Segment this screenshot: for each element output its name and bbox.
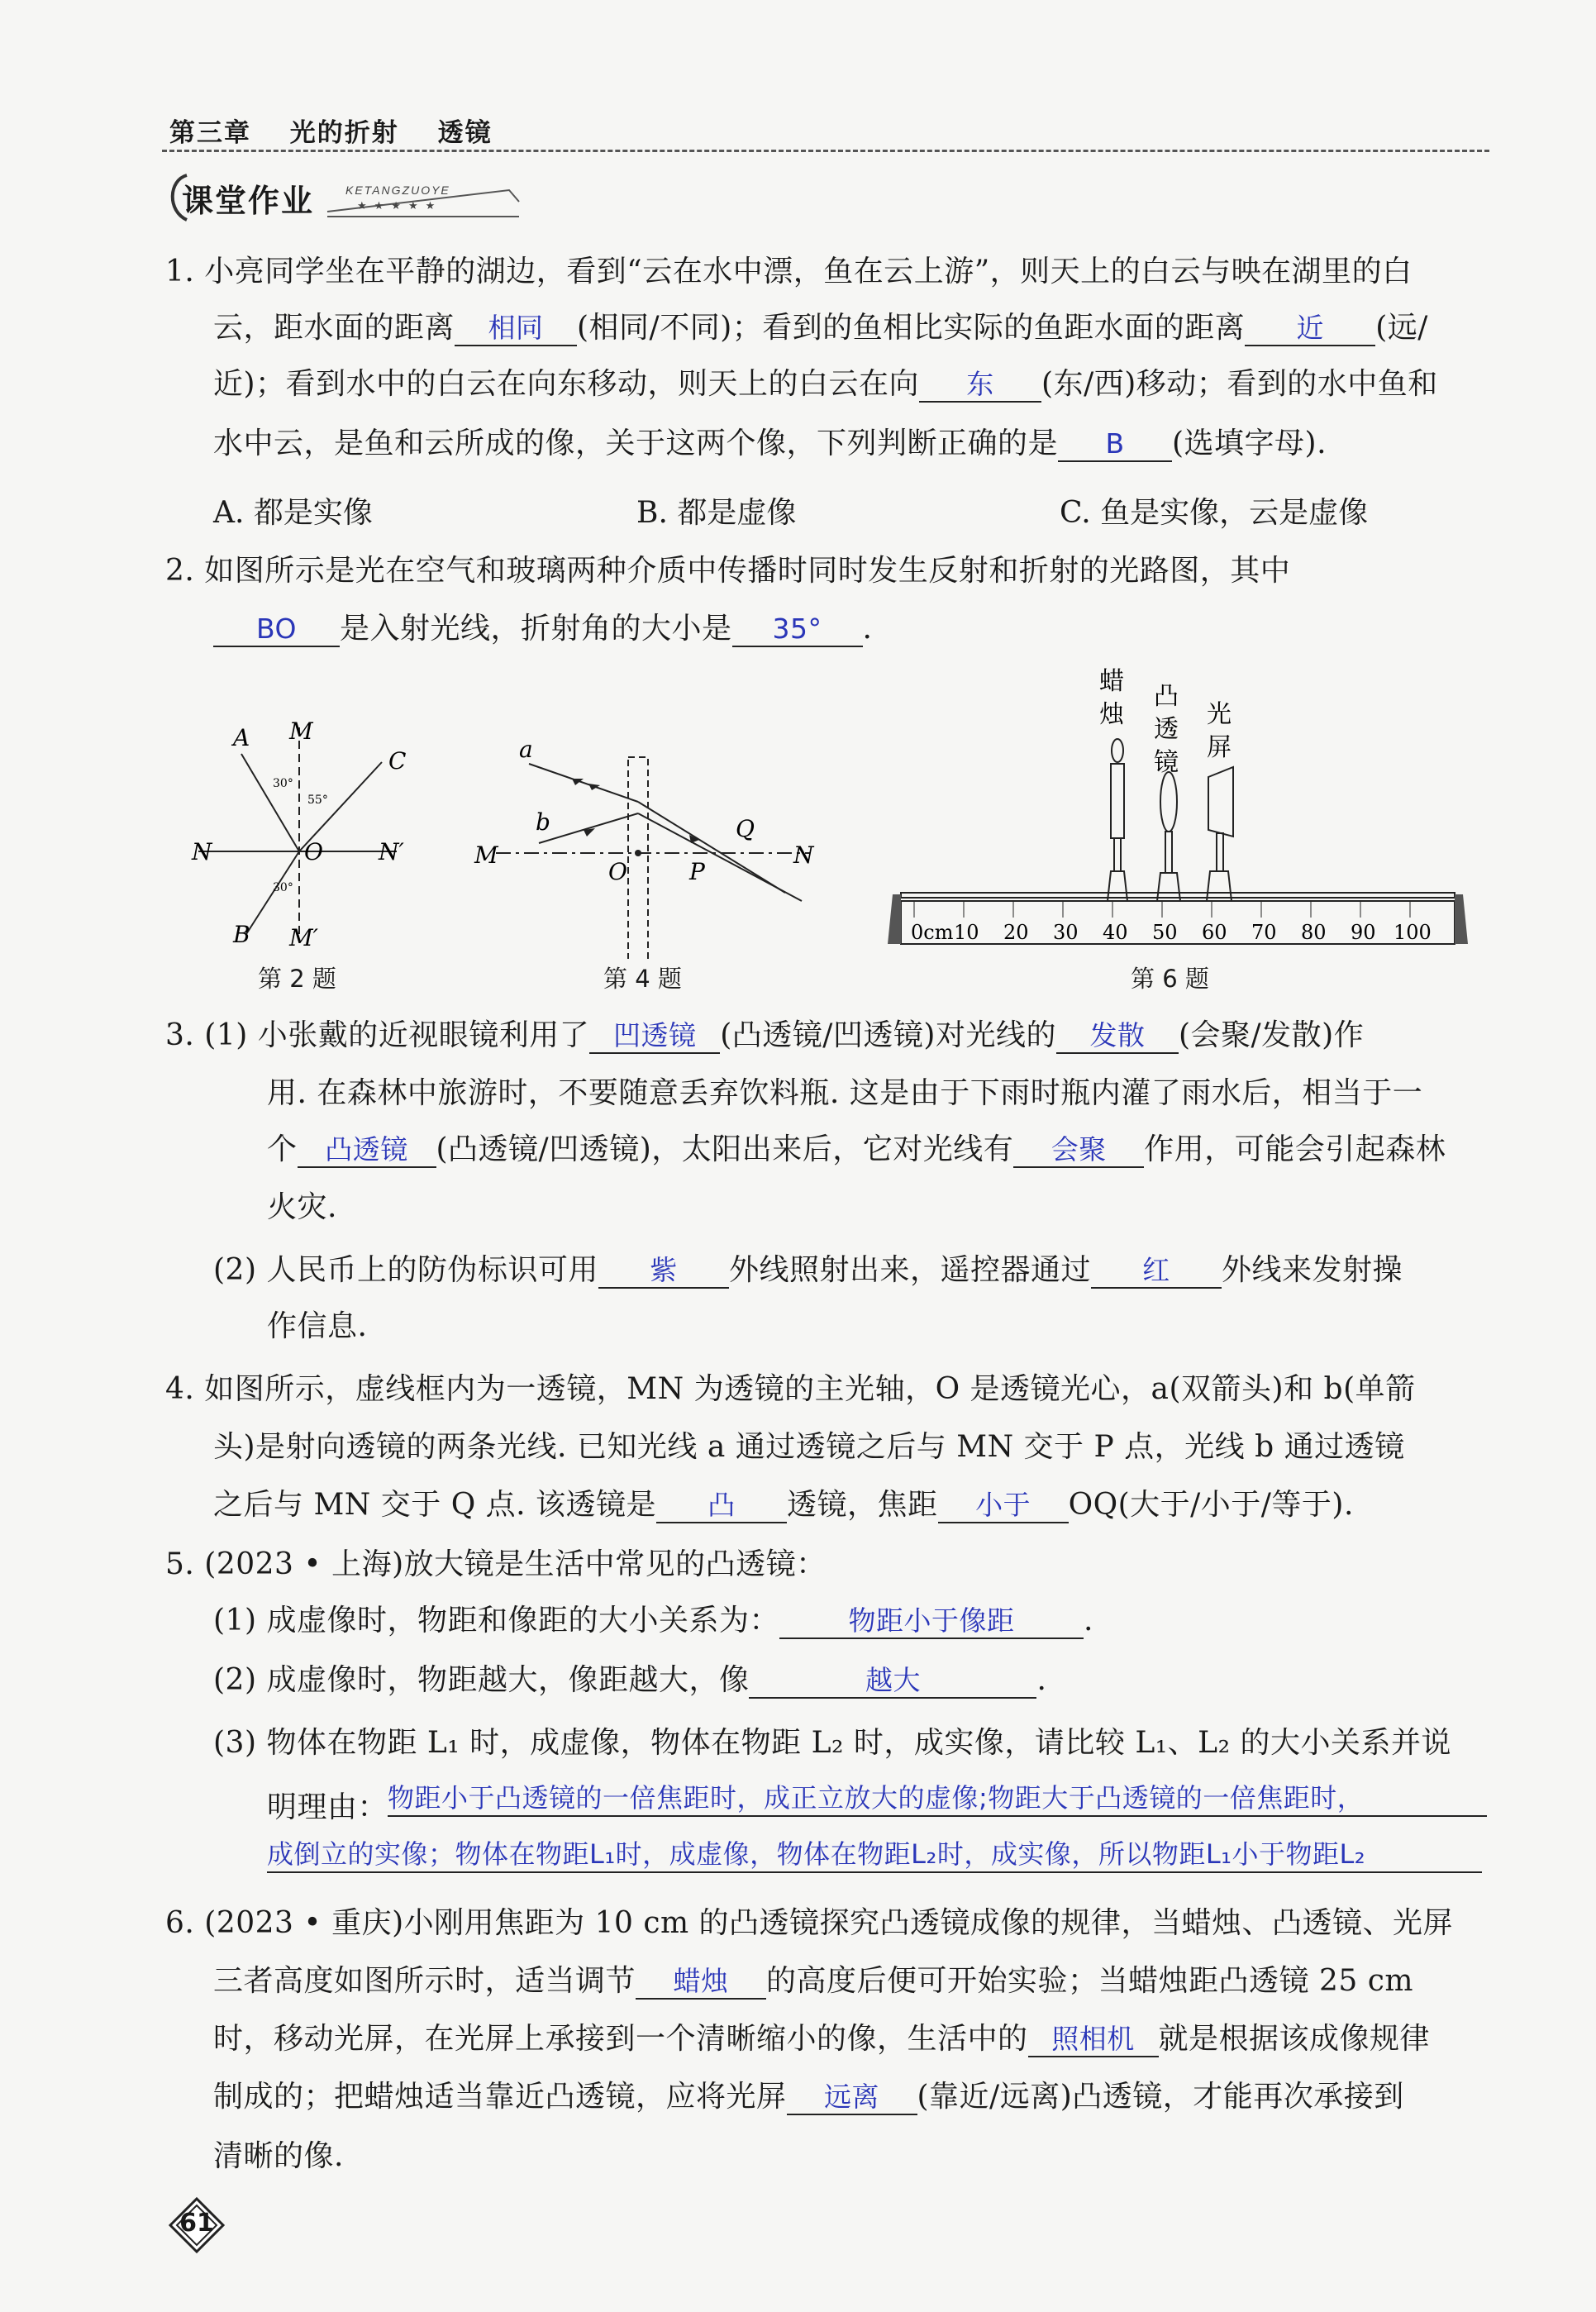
- q5-answer-1[interactable]: 物距小于像距: [779, 1604, 1084, 1639]
- q1-line4: 水中云，是鱼和云所成的像，关于这两个像，下列判断正确的是 B (选填字母).: [213, 427, 1327, 460]
- chapter-title-2: 透镜: [437, 118, 493, 148]
- fig2-label-n-prime: N′: [379, 838, 404, 865]
- fig2-label-a: A: [233, 724, 250, 751]
- q1-choice-b: B. 都是虚像: [636, 496, 797, 530]
- q6-answer-3[interactable]: 远离: [787, 2081, 917, 2115]
- q3-line6: 作信息.: [267, 1309, 368, 1343]
- q5-answer-2[interactable]: 越大: [749, 1664, 1036, 1699]
- q6-line4: 制成的；把蜡烛适当靠近凸透镜，应将光屏 远离 (靠近/远离)凸透镜，才能再次承接到: [213, 2080, 1404, 2114]
- fig6-tick-60: 60: [1202, 921, 1227, 944]
- fig2-label-n: N: [192, 838, 212, 865]
- q1-answer-1[interactable]: 相同: [455, 312, 577, 346]
- figure-4-diagram: [463, 727, 827, 959]
- q1-line3: 近)；看到水中的白云在向东移动，则天上的白云在向 东 (东/西)移动；看到的水中鱼和: [213, 367, 1438, 401]
- q3-answer-3[interactable]: 凸透镜: [298, 1133, 436, 1168]
- q4-line1: 4. 如图所示，虚线框内为一透镜，MN 为透镜的主光轴，O 是透镜光心，a(双箭头)和 b(单箭: [165, 1372, 1416, 1406]
- q6-line2: 三者高度如图所示时，适当调节 蜡烛 的高度后便可开始实验；当蜡烛距凸透镜 25 cm: [213, 1964, 1414, 1998]
- q2-line2: BO 是入射光线，折射角的大小是 35° .: [213, 605, 872, 647]
- q1-answer-4[interactable]: B: [1058, 427, 1172, 462]
- q3-answer-6[interactable]: 红: [1091, 1254, 1222, 1289]
- q4-answer-2[interactable]: 小于: [938, 1489, 1069, 1523]
- q6-answer-1[interactable]: 蜡烛: [636, 1965, 766, 2000]
- section-banner: [162, 165, 534, 231]
- q5-line2: (1) 成虚像时，物距和像距的大小关系为： 物距小于像距 .: [213, 1604, 1093, 1637]
- fig2-label-o: O: [304, 838, 323, 865]
- fig4-label-p: P: [689, 858, 705, 885]
- q3-answer-1[interactable]: 凹透镜: [589, 1019, 720, 1054]
- fig6-screen-1: 光: [1207, 700, 1232, 729]
- q5-line5: 明理由：物距小于凸透镜的一倍焦距时，成正立放大的虚像;物距大于凸透镜的一倍焦距时，: [267, 1777, 1487, 1826]
- chapter-title-1: 光的折射: [289, 118, 399, 148]
- fig6-tick-40: 40: [1103, 921, 1128, 944]
- fig2-label-b: B: [233, 921, 250, 948]
- q5-line4: (3) 物体在物距 L₁ 时，成虚像，物体在物距 L₂ 时，成实像，请比较 L₁、L₂ 的大小关系并说: [213, 1726, 1451, 1760]
- q2-answer-1[interactable]: BO: [213, 613, 340, 647]
- q1-line2: 云，距水面的距离 相同 (相同/不同)；看到的鱼相比实际的鱼距水面的距离 近 (远/: [213, 311, 1428, 345]
- q5-line6: [267, 1833, 1482, 1881]
- q5-line3: (2) 成虚像时，物距越大，像距越大，像 越大 .: [213, 1663, 1047, 1697]
- fig4-label-b: b: [536, 808, 550, 836]
- fig4-label-a: a: [519, 736, 533, 763]
- page-number-badge: [164, 2192, 230, 2258]
- fig2-angle-2: 55°: [307, 794, 328, 807]
- fig4-label-o: O: [608, 858, 627, 885]
- q4-answer-1[interactable]: 凸: [656, 1489, 787, 1523]
- header-divider: [162, 150, 1489, 152]
- section-title: 课堂作业: [182, 183, 315, 219]
- fig6-lens-3: 镜: [1154, 748, 1179, 777]
- q6-line3: 时，移动光屏，在光屏上承接到一个清晰缩小的像，生活中的 照相机 就是根据该成像规律: [213, 2022, 1431, 2056]
- fig6-screen-2: 屏: [1207, 733, 1232, 762]
- q1-choice-a: A. 都是实像: [213, 496, 373, 530]
- q3-answer-5[interactable]: 紫: [598, 1254, 729, 1289]
- fig2-caption: 第 2 题: [258, 965, 336, 993]
- q1-choice-c: C. 鱼是实像，云是虚像: [1060, 496, 1369, 530]
- fig4-label-q: Q: [736, 815, 755, 842]
- q3-line1: 3. (1) 小张戴的近视眼镜利用了 凹透镜 (凸透镜/凹透镜)对光线的 发散 (会聚/发散)作: [165, 1018, 1365, 1052]
- q6-answer-2[interactable]: 照相机: [1028, 2023, 1159, 2057]
- fig2-angle-3: 30°: [273, 881, 293, 894]
- q6-line1: 6. (2023 • 重庆)小刚用焦距为 10 cm 的凸透镜探究凸透镜成像的规律，当蜡烛、凸透镜、光屏: [165, 1906, 1454, 1940]
- fig6-candle-1: 蜡: [1099, 667, 1124, 696]
- fig6-tick-0: 0cm: [911, 921, 954, 944]
- q3-line3: 个 凸透镜 (凸透镜/凹透镜)，太阳出来后，它对光线有 会聚 作用，可能会引起森林: [267, 1132, 1446, 1166]
- fig6-tick-80: 80: [1301, 921, 1327, 944]
- q3-answer-4[interactable]: 会聚: [1013, 1133, 1144, 1168]
- section-stars: ★★★★★: [357, 200, 443, 212]
- q3-line5: (2) 人民币上的防伪标识可用 紫 外线照射出来，遥控器通过 红 外线来发射操: [213, 1253, 1403, 1287]
- q5-answer-3[interactable]: 物距小于凸透镜的一倍焦距时，成正立放大的虚像;物距大于凸透镜的一倍焦距时，: [388, 1777, 1487, 1817]
- fig6-tick-100: 100: [1394, 921, 1432, 944]
- q2-line1: 2. 如图所示是光在空气和玻璃两种介质中传播时同时发生反射和折射的光路图，其中: [165, 554, 1291, 588]
- q2-answer-2[interactable]: 35°: [732, 613, 863, 647]
- fig2-label-m-prime: M′: [289, 924, 319, 951]
- q3-line4: 火灾.: [267, 1190, 337, 1224]
- fig2-label-c: C: [388, 747, 407, 775]
- fig6-tick-10: 10: [954, 921, 979, 944]
- fig4-caption: 第 4 题: [603, 965, 682, 993]
- q3-line2: 用. 在森林中旅游时，不要随意丢弃饮料瓶. 这是由于下雨时瓶内灌了雨水后，相当于一: [267, 1076, 1423, 1110]
- fig4-label-m: M: [474, 841, 498, 869]
- q4-line2: 头)是射向透镜的两条光线. 已知光线 a 通过透镜之后与 MN 交于 P 点，光线 b 通过透镜: [213, 1430, 1405, 1464]
- fig2-label-m: M: [289, 717, 313, 745]
- page-number: 61: [179, 2209, 214, 2238]
- fig6-lens-2: 透: [1154, 715, 1179, 744]
- figure-2-diagram: [182, 711, 430, 959]
- fig6-candle-2: 烛: [1099, 700, 1124, 729]
- q4-line3: 之后与 MN 交于 Q 点. 该透镜是 凸 透镜，焦距 小于 OQ(大于/小于/等于).: [213, 1488, 1354, 1522]
- fig6-tick-70: 70: [1251, 921, 1277, 944]
- q1-line1: 1. 小亮同学坐在平静的湖边，看到“云在水中漂，鱼在云上游”，则天上的白云与映在湖里的白: [165, 255, 1413, 288]
- q5-line1: 5. (2023 • 上海)放大镜是生活中常见的凸透镜：: [165, 1547, 827, 1581]
- fig6-tick-90: 90: [1351, 921, 1376, 944]
- fig6-tick-30: 30: [1053, 921, 1079, 944]
- chapter-label: 第三章: [169, 118, 251, 148]
- fig6-caption: 第 6 题: [1131, 965, 1209, 993]
- fig6-tick-20: 20: [1003, 921, 1029, 944]
- chapter-header: [169, 112, 521, 149]
- q6-line5: 清晰的像.: [213, 2139, 344, 2173]
- fig6-lens-1: 凸: [1154, 682, 1179, 711]
- fig6-ruler-ticks: [914, 901, 1410, 918]
- figure-6-diagram: [876, 661, 1471, 959]
- fig2-angle-1: 30°: [273, 777, 293, 790]
- q5-answer-4[interactable]: 成倒立的实像；物体在物距L₁时，成虚像，物体在物距L₂时，成实像，所以物距L₁小于物距L₂: [267, 1833, 1482, 1873]
- section-subtitle: KETANGZUOYE: [345, 184, 450, 197]
- q1-answer-3[interactable]: 东: [919, 368, 1041, 403]
- fig6-tick-50: 50: [1152, 921, 1178, 944]
- q3-answer-2[interactable]: 发散: [1056, 1019, 1179, 1054]
- q1-answer-2[interactable]: 近: [1245, 312, 1375, 346]
- fig4-label-n: N: [793, 841, 814, 869]
